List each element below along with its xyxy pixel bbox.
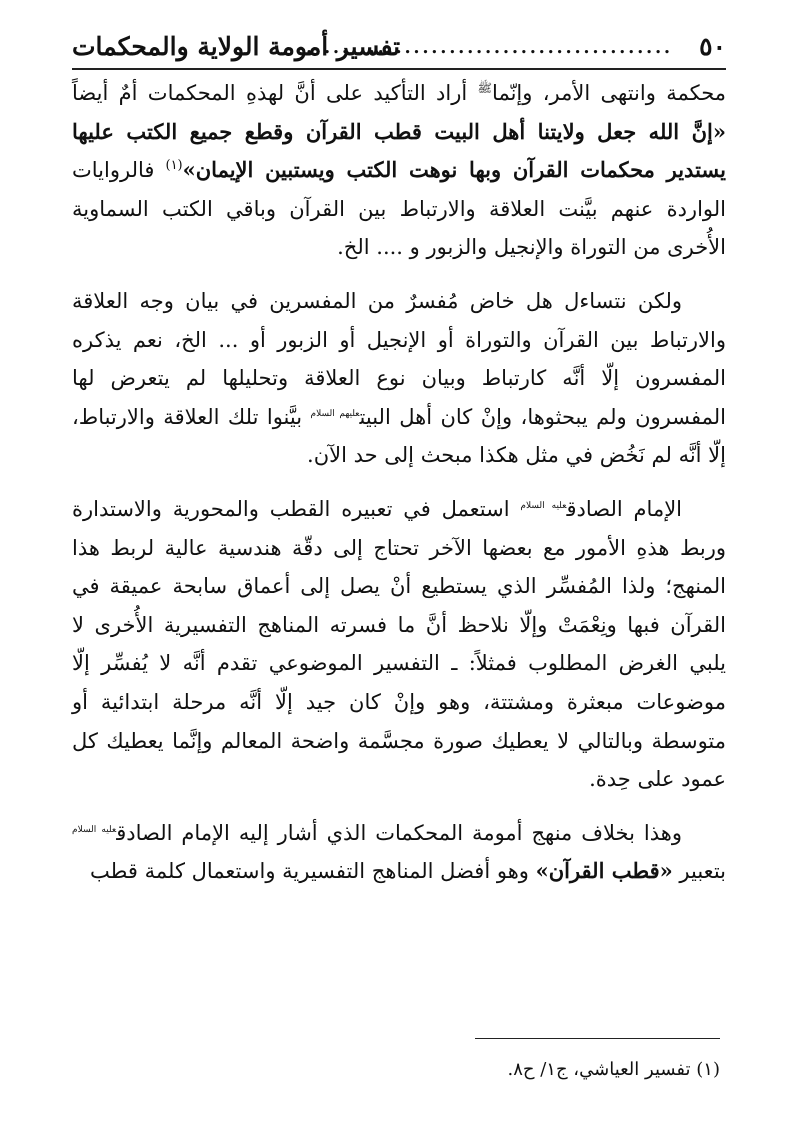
paragraph bbox=[72, 814, 726, 891]
paragraph bbox=[72, 282, 726, 475]
footnote-separator bbox=[475, 1038, 720, 1039]
text-run: ولكن نتساءل هل خاض مُفسرٌ من المفسرين في بيان وجه العلاقة والارتباط بين القرآن والتوراة أو الإنجيل أو الزبور أو ... الخ، نعم يذكره المفسرون إلّا أنَّه كارتباط وبيان نوع العلاقة وتحليلها لم يتعرض لها المفسرون ولم يبحثوها، وإنْ كان أهل البيت bbox=[72, 288, 726, 429]
header-dots: ......................................... bbox=[305, 30, 672, 59]
text-run: أراد التأكيد على أنَّ لهذهِ المحكمات أمٌ أيضاً bbox=[72, 81, 478, 105]
running-title: تفسير أمومة الولاية والمحكمات bbox=[72, 32, 401, 61]
text-run: الإمام الصادق bbox=[566, 496, 683, 521]
footnote: (١) تفسير العياشي، ج١/ ح٨. bbox=[507, 1059, 720, 1080]
text-run: فالروايات الواردة عنهم بيَّنت العلاقة والارتباط بين القرآن وباقي الكتب السماوية الأُخرى من التوراة والإنجيل والزبور و .... الخ. bbox=[72, 158, 726, 260]
honorific-glyph: ﷺ bbox=[477, 81, 493, 95]
honorific-glyph: عليهم السلام bbox=[310, 408, 360, 419]
footnote-ref: (١) bbox=[165, 158, 183, 174]
page-header bbox=[72, 30, 726, 70]
main-text bbox=[72, 74, 726, 891]
paragraph bbox=[72, 490, 726, 799]
page-number: ٥٠ bbox=[699, 32, 726, 61]
text-run: وهذا بخلاف منهج أمومة المحكمات الذي أشار إليه الإمام الصادق bbox=[116, 820, 682, 845]
honorific-glyph: عليه السلام bbox=[72, 824, 117, 835]
text-run: وهو أفضل المناهج التفسيرية واستعمال كلمة قطب bbox=[90, 859, 536, 884]
hadith-quote: «إنَّ الله جعل ولايتنا أهل البيت قطب القرآن وقطع جميع الكتب عليها يستدير محكمات القرآن وبها نوهت الكتب ويستبين الإيمان» bbox=[72, 118, 726, 183]
text-run: بتعبير bbox=[672, 859, 726, 884]
text-run: استعمل في تعبيره القطب والمحورية والاستدارة وربط هذهِ الأمور مع بعضها الآخر تحتاج إلى دقّة هندسية عالية لربط هذا المنهج؛ ولذا المُفسِّر الذي يستطيع أنْ يصل إلى أعماق سابحة عميقة في القرآن فبها ونِعْمَتْ وإلّا نلاحظ أنَّ ما فسرته المناهج التفسيرية الأُخرى لا يلبي الغرض المطلوب فمثلاً: ـ التفسير الموضوعي تقدم أنَّه لا يُفسِّر إلّا موضوعات مبعثرة ومشتتة، وهو وإنْ كان جيد إلّا أنَّه مرحلة ابتدائية أو متوسطة وبالتالي لا يعطيك صورة مجسَّمة واضحة المعالم وإنَّما يعطيك كل عمود على حِدة. bbox=[72, 496, 726, 792]
text-run: بيَّنوا تلك العلاقة والارتباط، إلّا أنَّه لم نَخُض في مثل هكذا مبحث إلى حد الآن. bbox=[72, 404, 726, 468]
text-run: محكمة وانتهى الأمر، وإنّما bbox=[492, 81, 727, 105]
honorific-glyph: عليه السلام bbox=[520, 500, 567, 511]
paragraph bbox=[72, 74, 726, 267]
bold-phrase: «قطب القرآن» bbox=[535, 858, 673, 884]
